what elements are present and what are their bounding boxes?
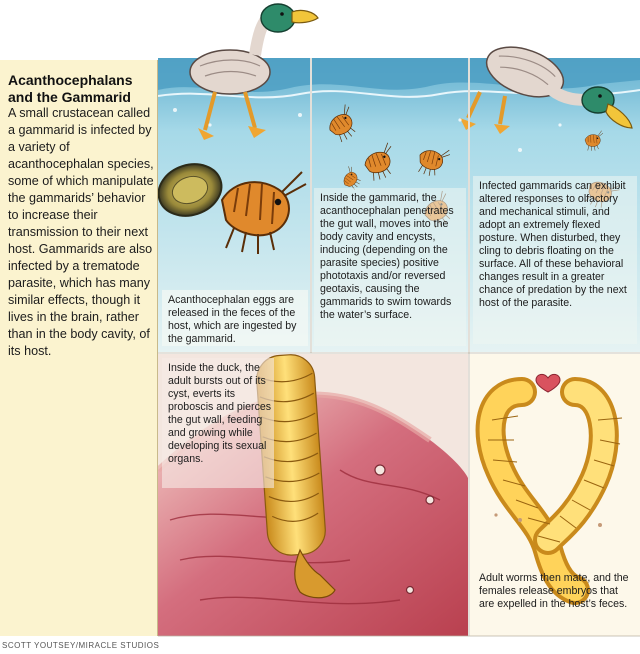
caption-duck: Inside the duck, the adult bursts out of its cyst, everts its proboscis and pierces the gut wall, feeding and growing while developing its sexual organs.	[168, 362, 272, 465]
caption-gammarid: Inside the gammarid, the acanthocephalan penetrates the gut wall, moves into the body cavity and encysts, inducing (depending on the parasite species) positive phototaxis and/or reversed geotaxis, causing the gammarids to swim towards the water’s surface.	[320, 192, 454, 321]
credit-line: SCOTT YOUTSEY/MIRACLE STUDIOS	[2, 641, 160, 650]
caption-mate: Adult worms then mate, and the females release embryos that are expelled in the host’s feces.	[479, 572, 629, 610]
sidebar-body: A small crustacean called a gammarid is infected by a variety of acanthocephalan species, some of which manipulate the gammarids’ behavior to increase their transmission to their next host. Gammarids are also infected by a trematode parasite, which has many similar effects, though it lives in the brain, rather than in the body cavity, of its host.	[8, 106, 154, 358]
sidebar-title: Acanthocephalans and the Gammarid	[8, 72, 133, 105]
top-strip	[0, 0, 640, 60]
caption-eggs: Acanthocephalan eggs are released in the feces of the host, which are ingested by the gammarid.	[168, 294, 297, 345]
caption-infected: Infected gammarids can exhibit altered responses to olfactory and mechanical stimuli, and adopt an extremely flexed posture. When disturbed, they cling to debris floating on the surface. All of these behavioral changes result in a greater chance of predation by the next host of the parasite.	[479, 180, 627, 309]
